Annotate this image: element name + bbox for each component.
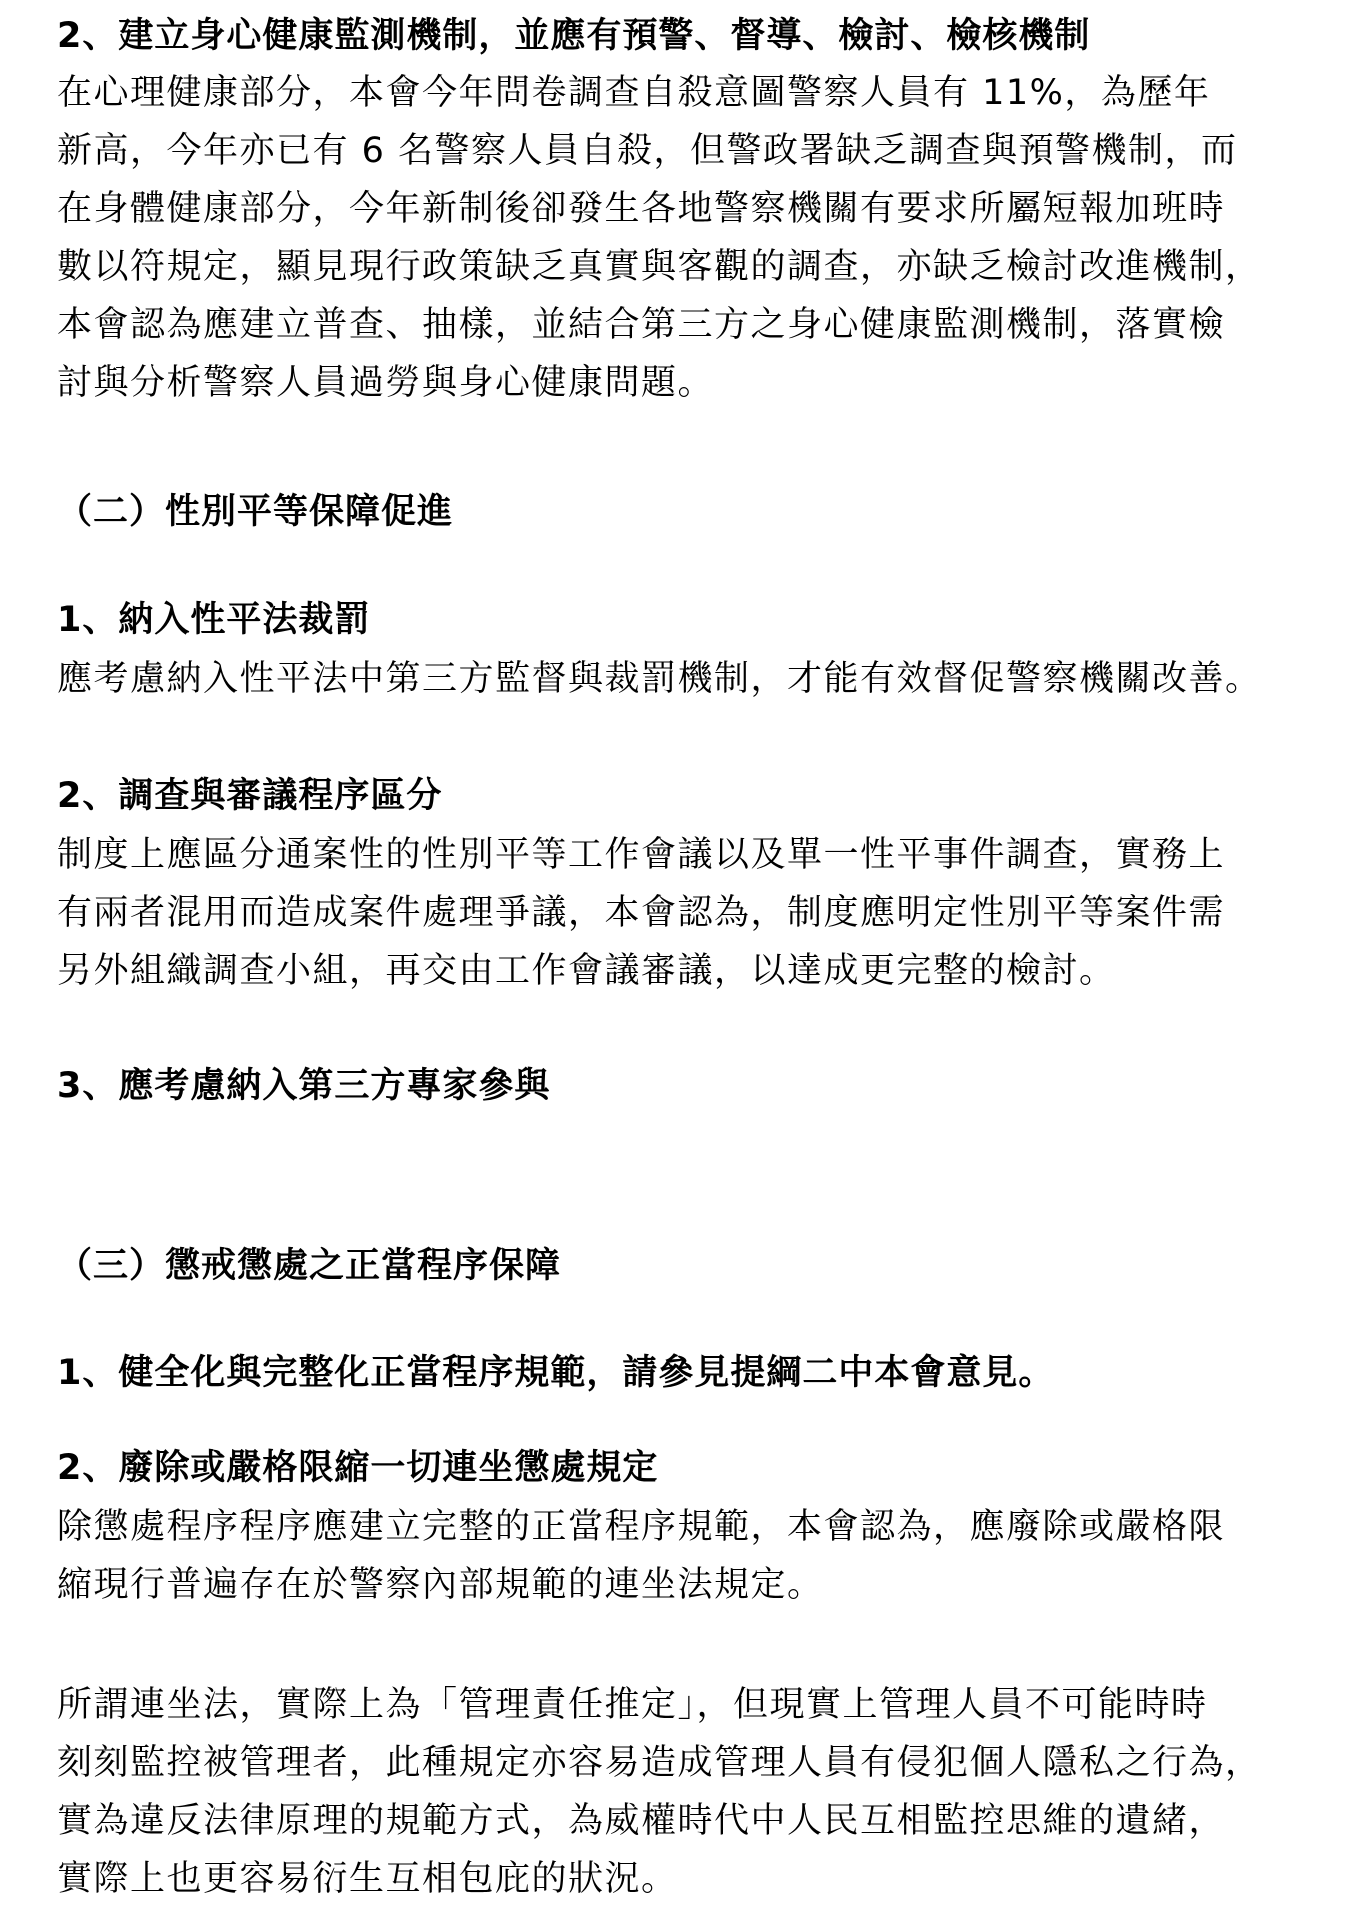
text-line: 有兩者混用而造成案件處理爭議，本會認為，制度應明定性別平等案件需 — [57, 893, 1226, 933]
text-line: 所謂連坐法，實際上為「管理責任推定」，但現實上管理人員不可能時時 — [57, 1685, 1208, 1725]
text-line: 在心理健康部分，本會今年問卷調查自殺意圖警察人員有 11%，為歷年 — [57, 73, 1211, 113]
heading-health-monitoring: 2、建立身心健康監測機制，並應有預警、督導、檢討、檢核機制 — [57, 16, 1091, 56]
text-line: 在身體健康部分，今年新制後卻發生各地警察機關有要求所屬短報加班時 — [57, 189, 1226, 229]
heading-gender-law-penalty: 1、納入性平法裁罰 — [57, 600, 371, 640]
paragraph-investigation-review — [57, 826, 1347, 1000]
heading-due-process-norms: 1、健全化與完整化正當程序規範，請參見提綱二中本會意見。 — [57, 1353, 1055, 1393]
heading-third-party-experts: 3、應考慮納入第三方專家參與 — [57, 1066, 551, 1106]
heading-disciplinary-due-process: （三）懲戒懲處之正當程序保障 — [57, 1246, 562, 1286]
text-line: 數以符規定，顯見現行政策缺乏真實與客觀的調查，亦缺乏檢討改進機制， — [57, 247, 1262, 287]
paragraph-health-monitoring — [57, 64, 1347, 412]
text-line: 本會認為應建立普查、抽樣，並結合第三方之身心健康監測機制，落實檢 — [57, 305, 1226, 345]
text-line: 新高，今年亦已有 6 名警察人員自殺，但警政署缺乏調查與預警機制，而 — [57, 131, 1238, 171]
text-line: 討與分析警察人員過勞與身心健康問題。 — [57, 363, 715, 403]
text-line: 實為違反法律原理的規範方式，為威權時代中人民互相監控思維的遺緒， — [57, 1801, 1226, 1841]
heading-gender-equality: （二）性別平等保障促進 — [57, 492, 454, 532]
text-line: 另外組織調查小組，再交由工作會議審議，以達成更完整的檢討。 — [57, 951, 1116, 991]
text-line: 應考慮納入性平法中第三方監督與裁罰機制，才能有效督促警察機關改善。 — [57, 659, 1262, 699]
heading-investigation-review: 2、調查與審議程序區分 — [57, 776, 443, 816]
paragraph-abolish-collective-punishment — [57, 1498, 1347, 1614]
text-line: 實際上也更容易衍生互相包庇的狀況。 — [57, 1859, 678, 1899]
text-line: 刻刻監控被管理者，此種規定亦容易造成管理人員有侵犯個人隱私之行為， — [57, 1743, 1262, 1783]
paragraph-collective-punishment-explanation — [57, 1676, 1347, 1908]
text-line: 除懲處程序程序應建立完整的正當程序規範，本會認為，應廢除或嚴格限 — [57, 1507, 1226, 1547]
text-line: 縮現行普遍存在於警察內部規範的連坐法規定。 — [57, 1565, 824, 1605]
paragraph-gender-law-penalty — [57, 650, 1347, 708]
heading-abolish-collective-punishment: 2、廢除或嚴格限縮一切連坐懲處規定 — [57, 1448, 659, 1488]
text-line: 制度上應區分通案性的性別平等工作會議以及單一性平事件調查，實務上 — [57, 835, 1226, 875]
